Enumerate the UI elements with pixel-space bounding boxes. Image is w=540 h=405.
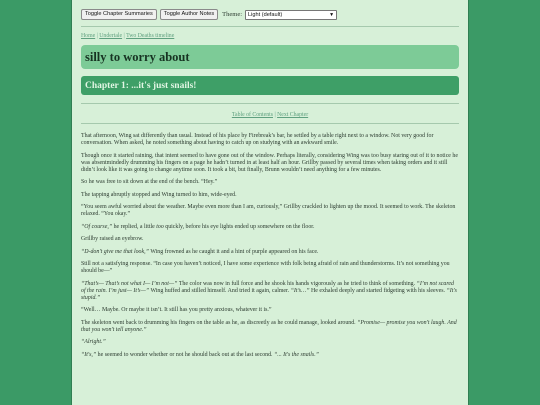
story-text: He exhaled deeply and started fidgeting with his sleeves. bbox=[311, 287, 447, 294]
story-text: Though once it started raining, that intent seemed to have gone out of the window. Perhaps literally, considering Wing was too busy staring out of it to notice he was absentmindedly drumming his fingers on a page he hadn’t turned in at least half an hour. Grillby passed by several times when taking orders and it still didn’t look like it was going to change anytime soon. It took a bit, but finally, Brunn wouldn’t need anything for a few minutes. bbox=[81, 152, 458, 173]
story-text-italic: “... It's the snails.” bbox=[274, 351, 319, 358]
breadcrumb-series-link[interactable]: Two Deaths timeline bbox=[126, 33, 175, 39]
story-text: The skeleton went back to drumming his fingers on the table as he, as discreetly as he could manage, looked around. bbox=[81, 319, 358, 326]
breadcrumb-home-link[interactable]: Home bbox=[81, 33, 96, 39]
story-text: So he was free to sit down at the end of the bench. “Hey.” bbox=[81, 179, 218, 186]
chapter-nav-separator: | bbox=[273, 112, 278, 118]
breadcrumb bbox=[81, 32, 459, 41]
story-text: That afternoon, Wing sat differently than usual. Instead of his place by Firebreak’s bar, he settled by a table right next to a window. Not very good for conversation. When asked, he noted something about having to catch up on studying with an awkward smile. bbox=[81, 133, 434, 147]
chevron-down-icon: ▼ bbox=[329, 11, 335, 18]
story-text: Grillby raised an eyebrow. bbox=[81, 236, 144, 243]
story-paragraph bbox=[81, 307, 459, 314]
story-paragraph bbox=[81, 153, 459, 175]
story-text: Wing frowned as he caught it and a hint of purple appeared on his face. bbox=[150, 248, 319, 255]
work-title-box bbox=[81, 45, 459, 69]
story-text-italic: too bbox=[156, 223, 164, 230]
story-text: Wing huffed and stilled himself. And tried it again, calmer. bbox=[150, 287, 291, 294]
toggle-notes-button[interactable]: Toggle Author Notes bbox=[160, 9, 218, 20]
story-paragraph bbox=[81, 192, 459, 199]
page-container bbox=[71, 0, 469, 405]
story-text-italic: “D-don't give me that look,” bbox=[81, 248, 151, 255]
chapter-title: Chapter 1: ...it's just snails! bbox=[85, 80, 197, 91]
story-text-italic: “Promise— promise you won't laugh. And that you won't tell anyone.” bbox=[81, 319, 457, 333]
next-chapter-link[interactable]: Next Chapter bbox=[277, 112, 309, 118]
story-text: The tapping abruptly stopped and Wing turned to him, wide-eyed. bbox=[81, 191, 237, 198]
story-text-italic: “That’s— That’s not what I— I’m not—” bbox=[81, 280, 179, 287]
story-paragraph bbox=[81, 224, 459, 231]
breadcrumb-separator: | bbox=[95, 33, 100, 39]
story-paragraph bbox=[81, 281, 459, 303]
theme-label: Theme: bbox=[222, 11, 243, 18]
story-text: “You seem awful worried about the weather. Maybe even more than I am, curiously,” Grillby crackled to lighten up the mood. It seemed to work. The skeleton relaxed. “You okay.” bbox=[81, 204, 456, 218]
story-text-italic: “Alright.” bbox=[81, 339, 106, 346]
story-paragraph bbox=[81, 236, 459, 243]
story-text-italic: “It’s…” bbox=[290, 287, 311, 294]
story-text: The color was now in full force and he shook his hands vigorously as he tried to think of something. bbox=[178, 280, 417, 287]
table-of-contents-link[interactable]: Table of Contents bbox=[231, 112, 273, 118]
story-text: Still not a satisfying response. “In case you haven’t noticed, I have some experience with folk being afraid of rain and thunderstorms. It’s not something you should be—” bbox=[81, 260, 450, 275]
chapter-title-box bbox=[81, 76, 459, 95]
theme-select-value: Light (default) bbox=[248, 11, 283, 18]
story-paragraph bbox=[81, 352, 459, 359]
story-paragraph bbox=[81, 204, 459, 218]
story-text: “Well… Maybe. Or maybe it isn’t. It still has you pretty anxious, whatever it is.” bbox=[81, 307, 272, 314]
divider bbox=[81, 123, 459, 124]
story-paragraph bbox=[81, 249, 459, 256]
story-text-italic: “It's stupid.” bbox=[81, 287, 457, 301]
story-paragraph bbox=[81, 133, 459, 147]
theme-select[interactable] bbox=[245, 10, 337, 20]
story-paragraph bbox=[81, 339, 459, 346]
breadcrumb-separator: | bbox=[122, 33, 127, 39]
story-text-italic: “It's,” bbox=[81, 351, 98, 358]
story-paragraph bbox=[81, 320, 459, 334]
divider bbox=[81, 26, 459, 27]
work-title: silly to worry about bbox=[85, 49, 190, 64]
breadcrumb-undertale-link[interactable]: Undertale bbox=[99, 33, 123, 39]
story-content bbox=[81, 133, 459, 359]
story-text-italic: “I’m not scared of the rain. I’m just— It’s—” bbox=[81, 280, 454, 294]
story-paragraph bbox=[81, 261, 459, 275]
story-paragraph bbox=[81, 179, 459, 186]
toolbar bbox=[81, 8, 459, 21]
story-text-italic: “Of course,” bbox=[81, 223, 114, 230]
story-text: he replied, a little bbox=[113, 223, 157, 230]
chapter-nav bbox=[81, 112, 459, 119]
story-text: he seemed to wonder whether or not he should back out at the last second. bbox=[97, 351, 274, 358]
divider bbox=[81, 103, 459, 104]
story-text: quickly, before his eye lights ended up somewhere on the floor. bbox=[163, 223, 315, 230]
toggle-summaries-button[interactable]: Toggle Chapter Summaries bbox=[81, 9, 157, 20]
